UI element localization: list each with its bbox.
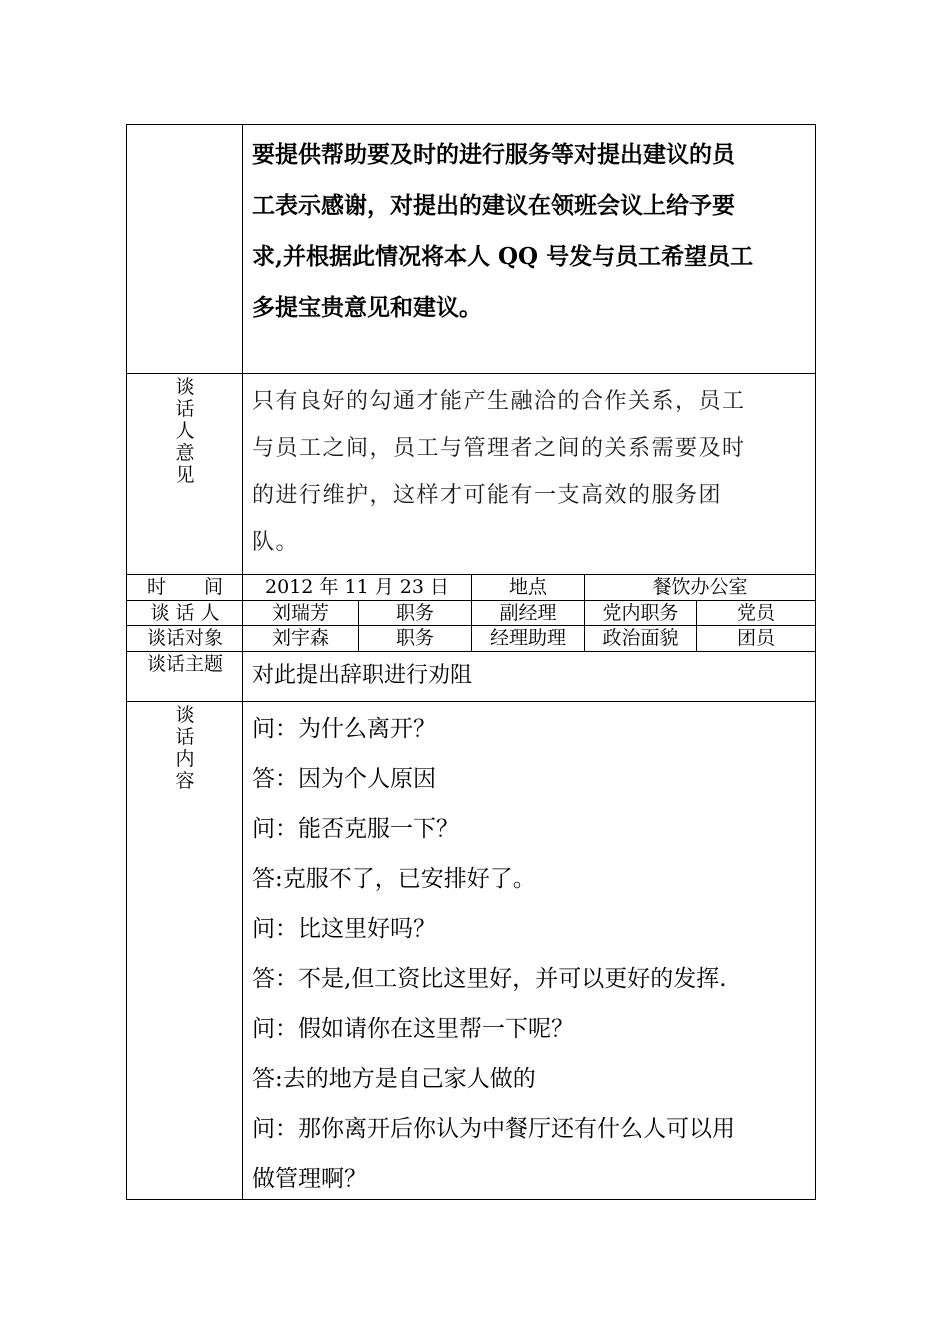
- text-line: 的进行维护，这样才可能有一支高效的服务团: [252, 483, 723, 508]
- text-line: 要提供帮助要及时的进行服务等对提出建议的员: [252, 141, 735, 168]
- label-char: 谈: [175, 376, 195, 398]
- target-duty: 经理助理: [489, 627, 566, 649]
- qa-line: 答:去的地方是自己家人做的: [252, 1066, 536, 1092]
- label-char: 容: [175, 770, 195, 792]
- label-char: 见: [175, 464, 195, 486]
- opinion-paragraph: [252, 378, 808, 566]
- label-char: 话: [175, 726, 195, 748]
- target-label: 谈话对象: [146, 627, 223, 649]
- label-char: 意: [175, 442, 195, 464]
- text-line: 求,并根据此情况将本人 QQ 号发与员工希望员工: [252, 243, 754, 270]
- talker-name: 刘瑞芳: [271, 602, 329, 624]
- text-line: 多提宝贵意见和建议。: [252, 294, 482, 321]
- text-line: 只有良好的勾通才能产生融洽的合作关系，员工: [252, 389, 746, 414]
- political-value: 团员: [736, 627, 775, 649]
- label-char: 内: [175, 748, 195, 770]
- row-divider: [126, 373, 816, 374]
- opinion-label: [170, 376, 200, 486]
- time-value: 2012 年 11 月 23 日: [265, 576, 449, 598]
- talker-duty-label: 职务: [395, 602, 434, 624]
- talker-label: 谈 话 人: [150, 602, 220, 624]
- label-char: 谈: [175, 704, 195, 726]
- label-char: 话: [175, 398, 195, 420]
- target-duty-label: 职务: [395, 627, 434, 649]
- table-border-top: [126, 124, 816, 125]
- qa-line: 问：能否克服一下？: [252, 816, 459, 842]
- table-border-left: [126, 124, 127, 1200]
- qa-line: 答：因为个人原因: [252, 766, 436, 792]
- place-value: 餐饮办公室: [652, 576, 748, 598]
- label-char: 人: [175, 420, 195, 442]
- talker-duty: 副经理: [499, 602, 557, 624]
- label-column-divider: [242, 124, 243, 1200]
- place-label: 地点: [508, 576, 547, 598]
- party-duty: 党员: [736, 602, 775, 624]
- qa-line: 问：比这里好吗？: [252, 916, 436, 942]
- party-duty-label: 党内职务: [602, 602, 679, 624]
- content-label: [170, 704, 200, 792]
- target-name: 刘宇森: [271, 627, 329, 649]
- table-border-right: [815, 124, 816, 1200]
- qa-line: 答:克服不了，已安排好了。: [252, 866, 536, 892]
- political-label: 政治面貌: [602, 627, 679, 649]
- topic-label: 谈话主题: [146, 653, 223, 675]
- qa-line: 做管理啊？: [252, 1166, 367, 1192]
- time-label: 时 间: [146, 576, 223, 598]
- qa-line: 答：不是,但工资比这里好，并可以更好的发挥.: [252, 966, 727, 992]
- topic-value: 对此提出辞职进行劝阻: [252, 663, 473, 688]
- top-paragraph: [252, 131, 808, 331]
- qa-line: 问：那你离开后你认为中餐厅还有什么人可以用: [252, 1116, 735, 1142]
- conversation-content: [252, 704, 808, 1204]
- qa-line: 问：假如请你在这里帮一下呢？: [252, 1016, 574, 1042]
- text-line: 队。: [252, 530, 300, 555]
- qa-line: 问：为什么离开？: [252, 716, 436, 742]
- text-line: 与员工之间，员工与管理者之间的关系需要及时: [252, 436, 746, 461]
- row-divider: [126, 701, 816, 702]
- text-line: 工表示感谢，对提出的建议在领班会议上给予要: [252, 192, 735, 219]
